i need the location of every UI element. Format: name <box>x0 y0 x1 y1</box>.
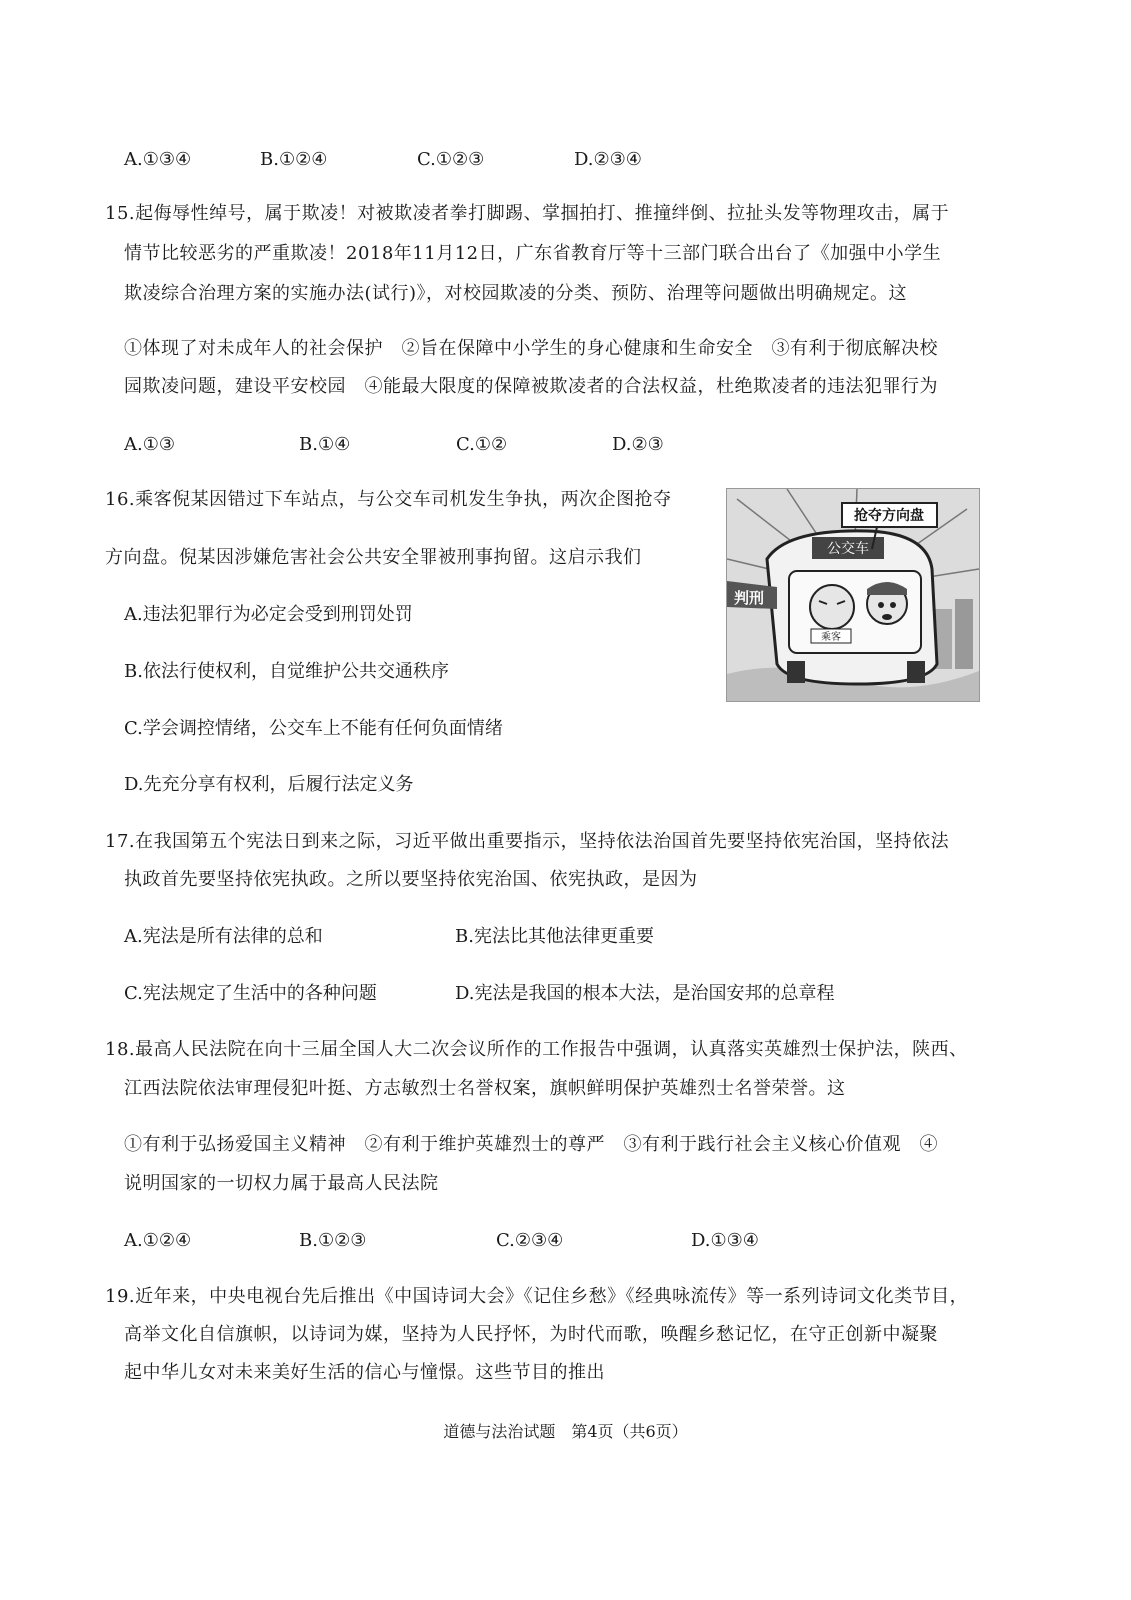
q18-option-c[interactable]: C.②③④ <box>496 1230 564 1251</box>
q17-stem-line-1: 17.在我国第五个宪法日到来之际，习近平做出重要指示，坚持依法治国首先要坚持依宪治国，坚持依法 <box>105 831 950 852</box>
q15-option-d[interactable]: D.②③ <box>612 434 664 455</box>
q19-stem-line-1: 19.近年来，中央电视台先后推出《中国诗词大会》《记住乡愁》《经典咏流传》等一系列诗词文化类节目， <box>105 1286 969 1307</box>
cartoon-side-label: 判刑 <box>733 589 765 607</box>
q18-option-a[interactable]: A.①②④ <box>124 1230 192 1251</box>
cartoon-bus-label: 公交车 <box>827 541 869 557</box>
cartoon-sign-text: 抢夺方向盘 <box>854 508 924 524</box>
q18-statement-line-2: 说明国家的一切权力属于最高人民法院 <box>124 1173 439 1194</box>
q17-option-c[interactable]: C.宪法规定了生活中的各种问题 <box>124 983 377 1004</box>
q15-option-c[interactable]: C.①② <box>456 434 508 455</box>
q17-option-d[interactable]: D.宪法是我国的根本大法，是治国安邦的总章程 <box>455 983 835 1004</box>
q16-option-b[interactable]: B.依法行使权利，自觉维护公共交通秩序 <box>124 661 449 682</box>
q14-option-c[interactable]: C.①②③ <box>417 149 485 170</box>
page-footer: 道德与法治试题 第4页（共6页） <box>443 1422 688 1441</box>
q18-stem-line-1: 18.最高人民法院在向十三届全国人大二次会议所作的工作报告中强调，认真落实英雄烈士保护法，陕西、 <box>105 1039 968 1060</box>
q14-option-d[interactable]: D.②③④ <box>574 149 642 170</box>
q17-option-b[interactable]: B.宪法比其他法律更重要 <box>455 926 654 947</box>
cartoon-badge: 乘客 <box>821 632 841 643</box>
q15-stem-line-1: 15.起侮辱性绰号，属于欺凌！对被欺凌者拳打脚踢、掌掴拍打、推撞绊倒、拉扯头发等物理攻击，属于 <box>105 203 950 224</box>
q16-stem-line-1: 16.乘客倪某因错过下车站点，与公交车司机发生争执，两次企图抢夺 <box>105 489 672 510</box>
q15-stem-line-2: 情节比较恶劣的严重欺凌！2018年11月12日，广东省教育厅等十三部门联合出台了《加强中小学生 <box>124 243 942 264</box>
q14-option-b[interactable]: B.①②④ <box>260 149 328 170</box>
q16-option-c[interactable]: C.学会调控情绪，公交车上不能有任何负面情绪 <box>124 718 503 739</box>
q14-option-a[interactable]: A.①③④ <box>124 149 192 170</box>
q15-statement-line-2: 园欺凌问题，建设平安校园 ④能最大限度的保障被欺凌者的合法权益，杜绝欺凌者的违法犯罪行为 <box>124 376 938 397</box>
bus-cartoon-image <box>726 488 980 702</box>
q19-stem-line-2: 高举文化自信旗帜，以诗词为媒，坚持为人民抒怀，为时代而歌，唤醒乡愁记忆，在守正创新中凝聚 <box>124 1324 938 1345</box>
q15-statement-line-1: ①体现了对未成年人的社会保护 ②旨在保障中小学生的身心健康和生命安全 ③有利于彻底解决校 <box>124 338 938 359</box>
q16-option-d[interactable]: D.先充分享有权利，后履行法定义务 <box>124 774 414 795</box>
q16-stem-line-2: 方向盘。倪某因涉嫌危害社会公共安全罪被刑事拘留。这启示我们 <box>105 547 642 568</box>
q17-option-a[interactable]: A.宪法是所有法律的总和 <box>124 926 323 947</box>
q18-option-d[interactable]: D.①③④ <box>691 1230 759 1251</box>
q18-statement-line-1: ①有利于弘扬爱国主义精神 ②有利于维护英雄烈士的尊严 ③有利于践行社会主义核心价值观 ④ <box>124 1134 938 1155</box>
q17-stem-line-2: 执政首先要坚持依宪执政。之所以要坚持依宪治国、依宪执政，是因为 <box>124 869 698 890</box>
q16-option-a[interactable]: A.违法犯罪行为必定会受到刑罚处罚 <box>124 604 413 625</box>
q15-option-a[interactable]: A.①③ <box>124 434 175 455</box>
q19-stem-line-3: 起中华儿女对未来美好生活的信心与憧憬。这些节目的推出 <box>124 1362 605 1383</box>
q15-stem-line-3: 欺凌综合治理方案的实施办法(试行)》，对校园欺凌的分类、预防、治理等问题做出明确规定。这 <box>124 283 908 304</box>
q18-option-b[interactable]: B.①②③ <box>299 1230 367 1251</box>
q15-option-b[interactable]: B.①④ <box>299 434 351 455</box>
q18-stem-line-2: 江西法院依法审理侵犯叶挺、方志敏烈士名誉权案，旗帜鲜明保护英雄烈士名誉荣誉。这 <box>124 1078 846 1099</box>
